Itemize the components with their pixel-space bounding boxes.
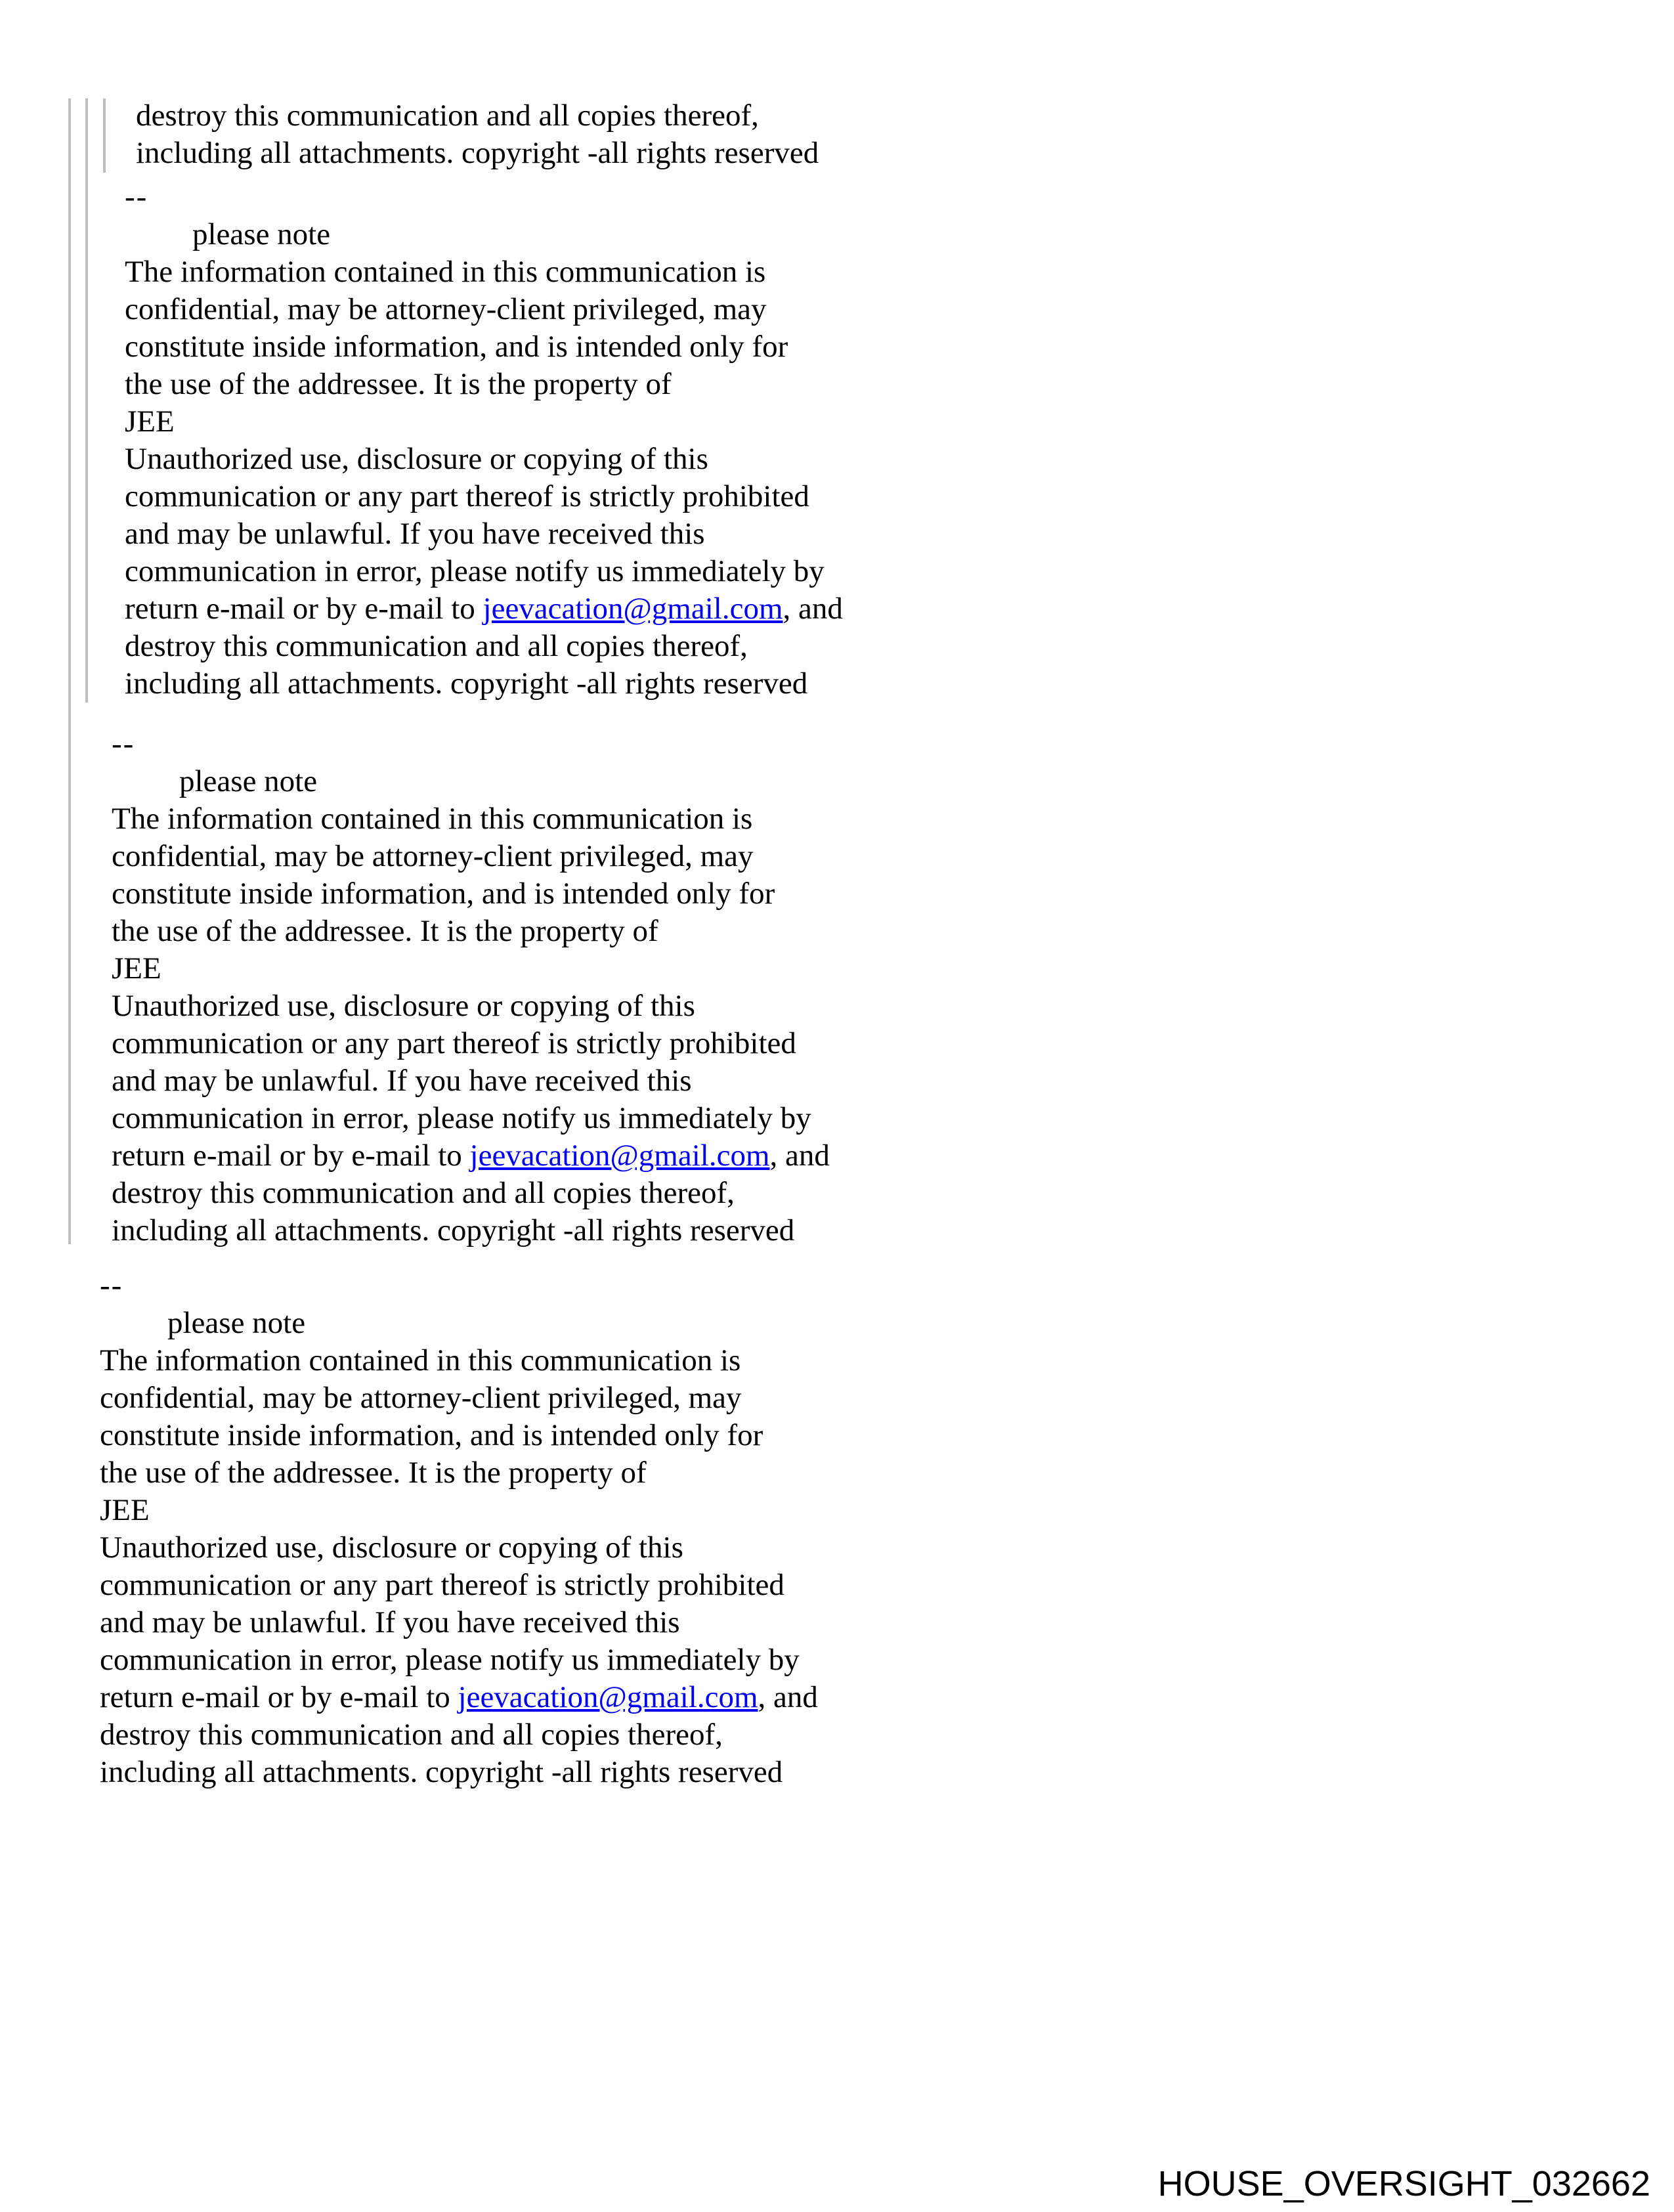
separator-dashes: -- — [112, 727, 135, 761]
disclaimer-line: confidential, may be attorney-client privileged, may — [100, 1381, 742, 1415]
disclaimer-block-level-1 — [112, 726, 830, 1249]
disclaimer-line: destroy this communication and all copies thereof, — [112, 1176, 735, 1210]
separator-dashes: -- — [100, 1269, 123, 1303]
disclaimer-line: destroy this communication and all copies thereof, — [125, 629, 748, 663]
quoted-line: destroy this communication and all copies thereof, — [136, 98, 759, 133]
disclaimer-line: constitute inside information, and is intended only for — [125, 330, 788, 364]
disclaimer-line: the use of the addressee. It is the property of — [100, 1456, 647, 1490]
disclaimer-line: Unauthorized use, disclosure or copying of this — [125, 442, 708, 476]
disclaimer-line: JEE — [100, 1493, 150, 1527]
email-link[interactable]: jeevacation@gmail.com — [469, 1139, 770, 1173]
disclaimer-line: JEE — [125, 404, 175, 439]
disclaimer-line: communication in error, please notify us immediately by — [100, 1643, 800, 1677]
quote-bar-level-2 — [85, 98, 88, 703]
disclaimer-block-level-0 — [100, 1267, 818, 1791]
disclaimer-line: including all attachments. copyright -all rights reserved — [125, 666, 808, 701]
disclaimer-line-with-link — [112, 1137, 830, 1175]
link-line-after: , and — [758, 1680, 818, 1714]
please-note-label: please note — [167, 1306, 306, 1340]
disclaimer-line: constitute inside information, and is intended only for — [112, 877, 775, 911]
disclaimer-line: Unauthorized use, disclosure or copying of this — [112, 989, 695, 1023]
quote-bar-level-3 — [103, 98, 106, 173]
separator-dashes: -- — [125, 180, 148, 214]
disclaimer-line: Unauthorized use, disclosure or copying of this — [100, 1530, 683, 1565]
disclaimer-line: communication in error, please notify us immediately by — [112, 1101, 811, 1135]
disclaimer-line: confidential, may be attorney-client privileged, may — [125, 292, 767, 326]
disclaimer-line: the use of the addressee. It is the property of — [112, 914, 658, 948]
please-note-label: please note — [179, 764, 318, 798]
link-line-before: return e-mail or by e-mail to — [100, 1680, 458, 1714]
disclaimer-line: communication in error, please notify us immediately by — [125, 554, 825, 588]
disclaimer-line: and may be unlawful. If you have received this — [100, 1605, 680, 1639]
quoted-line: including all attachments. copyright -all rights reserved — [136, 136, 819, 170]
disclaimer-line: The information contained in this communication is — [100, 1343, 741, 1377]
disclaimer-line: The information contained in this communication is — [125, 255, 766, 289]
disclaimer-line: destroy this communication and all copies thereof, — [100, 1718, 723, 1752]
disclaimer-line: and may be unlawful. If you have received this — [112, 1064, 692, 1098]
bates-number: HOUSE_OVERSIGHT_032662 — [1157, 2164, 1650, 2203]
link-line-after: , and — [783, 592, 843, 626]
disclaimer-line: and may be unlawful. If you have received this — [125, 517, 705, 551]
disclaimer-line: communication or any part thereof is strictly prohibited — [112, 1026, 796, 1060]
email-link[interactable]: jeevacation@gmail.com — [458, 1680, 758, 1714]
link-line-before: return e-mail or by e-mail to — [112, 1139, 470, 1173]
disclaimer-line: JEE — [112, 951, 161, 986]
disclaimer-line: including all attachments. copyright -all rights reserved — [112, 1213, 795, 1247]
email-link[interactable]: jeevacation@gmail.com — [483, 592, 783, 626]
disclaimer-line: including all attachments. copyright -all rights reserved — [100, 1755, 783, 1789]
disclaimer-line-with-link — [125, 590, 843, 628]
disclaimer-line: constitute inside information, and is intended only for — [100, 1418, 763, 1452]
please-note-label: please note — [192, 217, 331, 251]
quoted-tail-level-3 — [136, 97, 819, 172]
link-line-before: return e-mail or by e-mail to — [125, 592, 483, 626]
disclaimer-block-level-2 — [125, 179, 843, 703]
link-line-after: , and — [769, 1139, 830, 1173]
disclaimer-line: communication or any part thereof is strictly prohibited — [100, 1568, 784, 1602]
disclaimer-line-with-link — [100, 1679, 818, 1716]
quote-bar-level-1 — [68, 98, 71, 1244]
disclaimer-line: communication or any part thereof is strictly prohibited — [125, 479, 809, 513]
disclaimer-line: the use of the addressee. It is the property of — [125, 367, 672, 401]
disclaimer-line: confidential, may be attorney-client privileged, may — [112, 839, 754, 873]
disclaimer-line: The information contained in this communication is — [112, 802, 753, 836]
